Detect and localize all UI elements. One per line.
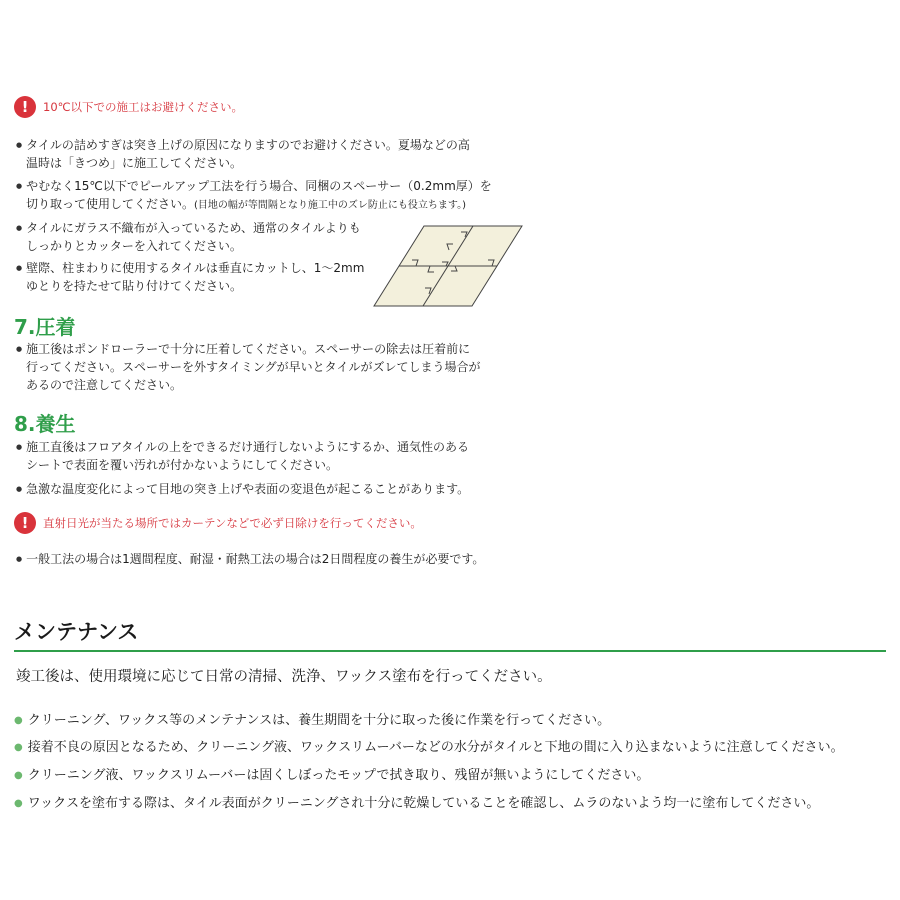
bullet-line: シートで表面を覆い汚れが付かないようにしてください。: [26, 458, 339, 472]
bullet-line: ● 急激な温度変化によって目地の突き上げや表面の変退色が起こることがあります。: [16, 480, 469, 498]
bullet-item: [16, 438, 469, 474]
bullet-item: [16, 480, 469, 498]
maintenance-divider: [14, 650, 886, 652]
maintenance-item: ● クリーニング、ワックス等のメンテナンスは、養生期間を十分に取った後に作業を行ってください。: [14, 709, 610, 728]
maintenance-intro: 竣工後は、使用環境に応じて日常の清掃、洗浄、ワックス塗布を行ってください。: [16, 669, 552, 685]
bullet-item: [16, 550, 484, 568]
bullet-line: ● やむなく15℃以下でピールアップ工法を行う場合、同梱のスペーサー（0.2mm厚）を: [16, 177, 492, 195]
bullet-line: あるので注意してください。: [26, 378, 183, 392]
bullet-line: 切り取って使用してください。(目地の幅が等間隔となり施工中のズレ防止にも役立ちます。): [26, 197, 467, 211]
section-title-pressing: 7.圧着: [14, 315, 76, 339]
warning-notice-sunlight: [14, 512, 422, 534]
bullet-item: [16, 340, 480, 394]
maintenance-item: ● 接着不良の原因となるため、クリーニング液、ワックスリムーバーなどの水分がタイルと下地の間に入り込まないように注意してください。: [14, 736, 844, 755]
bullet-line: ● タイルの詰めすぎは突き上げの原因になりますのでお避けください。夏場などの高: [16, 136, 470, 154]
exclamation-icon: !: [14, 96, 36, 118]
exclamation-icon: !: [14, 512, 36, 534]
bullet-line: ゆとりを持たせて貼り付けてください。: [26, 279, 243, 293]
bullet-item: [16, 219, 361, 255]
warning-text: 直射日光が当たる場所ではカーテンなどで必ず日除けを行ってください。: [43, 516, 422, 530]
warning-text: 10℃以下での施工はお避けください。: [43, 100, 244, 114]
maintenance-item: ● クリーニング液、ワックスリムーバーは固くしぼったモップで拭き取り、残留が無いようにしてください。: [14, 764, 649, 783]
bullet-line: ● 一般工法の場合は1週間程度、耐湿・耐熱工法の場合は2日間程度の養生が必要です。: [16, 550, 484, 568]
section-title-curing: 8.養生: [14, 412, 76, 436]
bullet-line: ● 壁際、柱まわりに使用するタイルは垂直にカットし、1〜2mm: [16, 259, 364, 277]
bullet-note: (目地の幅が等間隔となり施工中のズレ防止にも役立ちます。): [194, 200, 467, 211]
bullet-line: ● タイルにガラス不織布が入っているため、通常のタイルよりも: [16, 219, 361, 237]
bullet-item: [16, 136, 470, 172]
bullet-line: ● 施工後はポンドローラーで十分に圧着してください。スペーサーの除去は圧着前に: [16, 340, 480, 358]
bullet-item: [16, 177, 492, 215]
warning-notice-temperature: [14, 96, 243, 118]
tile-layout-illustration: [370, 220, 530, 312]
bullet-line: 行ってください。スペーサーを外すタイミングが早いとタイルがズレてしまう場合が: [26, 360, 481, 374]
maintenance-item: ● ワックスを塗布する際は、タイル表面がクリーニングされ十分に乾燥していることを確認し、ムラのないよう均一に塗布してください。: [14, 792, 819, 811]
bullet-line: しっかりとカッターを入れてください。: [26, 239, 242, 253]
bullet-line: 温時は「きつめ」に施工してください。: [26, 156, 243, 170]
bullet-line: ● 施工直後はフロアタイルの上をできるだけ通行しないようにするか、通気性のある: [16, 438, 469, 456]
maintenance-title: メンテナンス: [14, 620, 139, 644]
bullet-item: [16, 259, 364, 295]
